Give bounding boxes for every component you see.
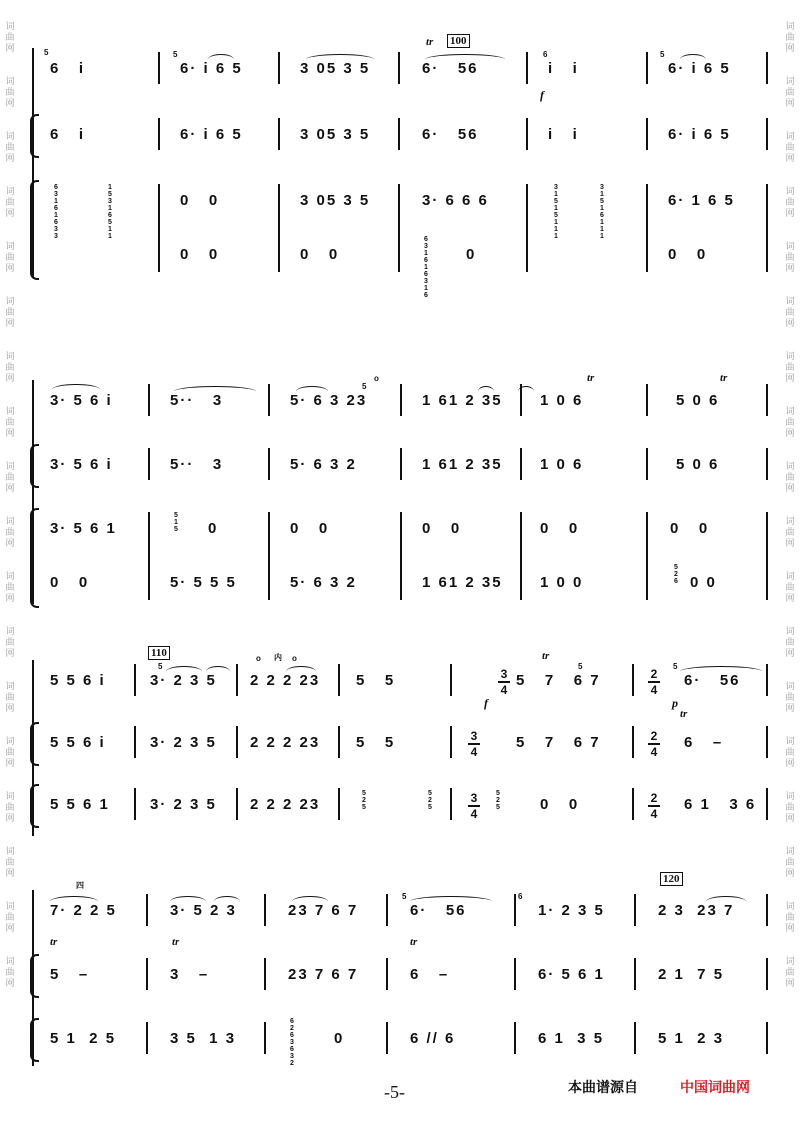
watermark-char: 网 bbox=[785, 429, 795, 439]
watermark-right bbox=[782, 0, 798, 1126]
measure: 5 0 6 bbox=[676, 391, 720, 409]
watermark-char: 词 bbox=[5, 737, 15, 747]
measure: 0 0 bbox=[290, 519, 330, 537]
measure: 0 bbox=[466, 245, 477, 263]
measure: 3· 2 3 5 bbox=[150, 733, 217, 751]
watermark-left bbox=[2, 0, 18, 1126]
grace-note: 5 bbox=[173, 50, 178, 59]
watermark-group bbox=[785, 792, 794, 825]
measure: 5 5 bbox=[356, 733, 396, 751]
measure: 6· 1 6 5 bbox=[668, 191, 735, 209]
watermark-group bbox=[5, 737, 14, 770]
score-system-1 bbox=[30, 35, 772, 299]
watermark-char: 词 bbox=[785, 462, 795, 472]
staff-row: 3· 5 6 1 0 0 5 1 5 0 5· 5 5 5 0 0 5· 6 3 2 0 0 1 61 2 35 0 0 1 0 0 0 0 5 2 6 0 0 bbox=[30, 508, 772, 604]
watermark-char: 曲 bbox=[785, 693, 795, 703]
measure: i i bbox=[548, 59, 579, 77]
measure: 5· 6 3 2 bbox=[290, 573, 357, 591]
measure: 23 7 6 7 bbox=[288, 965, 359, 983]
score-system-3 bbox=[30, 647, 772, 836]
grace-note: 6 bbox=[543, 50, 548, 59]
watermark-char: 曲 bbox=[785, 33, 795, 43]
watermark-char: 网 bbox=[5, 484, 15, 494]
watermark-char: 词 bbox=[5, 187, 15, 197]
watermark-char: 网 bbox=[5, 44, 15, 54]
watermark-char: 曲 bbox=[5, 198, 15, 208]
watermark-group bbox=[5, 297, 14, 330]
watermark-char: 词 bbox=[5, 627, 15, 637]
watermark-char: 曲 bbox=[5, 858, 15, 868]
measure: 6· 56 bbox=[410, 901, 467, 919]
watermark-char: 网 bbox=[5, 924, 15, 934]
watermark-group bbox=[5, 407, 14, 440]
measure: 5 5 bbox=[356, 671, 396, 689]
watermark-char: 曲 bbox=[5, 803, 15, 813]
watermark-char: 网 bbox=[5, 759, 15, 769]
measure: 6· 56 bbox=[422, 125, 479, 143]
watermark-char: 网 bbox=[785, 869, 795, 879]
measure: 6· 56 bbox=[684, 671, 741, 689]
grace-note: 5 bbox=[158, 662, 163, 671]
trill-mark: tr bbox=[587, 372, 595, 384]
staff-row: 5 5 6 1 3· 2 3 5 2 2 2 23 5 2 5 5 2 5 3 4 5 2 5 0 0 2 4 6 1 3 6 bbox=[30, 784, 772, 824]
open-string-mark: o bbox=[256, 654, 261, 663]
watermark-char: 网 bbox=[785, 44, 795, 54]
watermark-char: 词 bbox=[785, 792, 795, 802]
watermark-group bbox=[5, 242, 14, 275]
watermark-char: 曲 bbox=[785, 363, 795, 373]
dynamic-piano: p bbox=[672, 696, 678, 710]
watermark-char: 词 bbox=[785, 242, 795, 252]
page-number: -5- bbox=[384, 1082, 405, 1102]
watermark-group bbox=[5, 627, 14, 660]
staff-row: 5 1 2 5 3 5 1 3 6 2 6 3 6 3 2 0 6 // 6 6 1 3 5 5 1 2 3 bbox=[30, 1018, 772, 1058]
watermark-char: 曲 bbox=[785, 968, 795, 978]
score-system-4 bbox=[30, 873, 772, 1067]
watermark-char: 网 bbox=[785, 209, 795, 219]
watermark-char: 网 bbox=[785, 594, 795, 604]
measure: 5 1 2 3 bbox=[658, 1029, 725, 1047]
dynamic-forte: f bbox=[540, 88, 544, 102]
measure: 5· 6 3 2 bbox=[290, 455, 357, 473]
watermark-group bbox=[5, 187, 14, 220]
watermark-char: 词 bbox=[785, 737, 795, 747]
watermark-char: 曲 bbox=[5, 253, 15, 263]
measure: 6 1 3 6 bbox=[684, 795, 757, 813]
measure: 6· 56 bbox=[422, 59, 479, 77]
staff-row bbox=[30, 380, 772, 420]
watermark-char: 词 bbox=[5, 462, 15, 472]
measure: 5 5 6 1 bbox=[50, 795, 110, 813]
watermark-group bbox=[785, 627, 794, 660]
watermark-char: 词 bbox=[5, 902, 15, 912]
measure: 1 61 2 35 bbox=[422, 573, 503, 591]
measure: 0 bbox=[334, 1029, 345, 1047]
watermark-char: 曲 bbox=[5, 143, 15, 153]
measure: 5· 6 3 23 bbox=[290, 391, 368, 409]
watermark-char: 词 bbox=[5, 407, 15, 417]
rehearsal-mark: 120 bbox=[660, 872, 683, 886]
watermark-char: 网 bbox=[785, 979, 795, 989]
measure: 6· i 6 5 bbox=[180, 125, 243, 143]
watermark-char: 网 bbox=[5, 649, 15, 659]
measure: 0 0 bbox=[670, 519, 710, 537]
watermark-char: 曲 bbox=[785, 858, 795, 868]
watermark-group bbox=[5, 902, 14, 935]
watermark-char: 网 bbox=[785, 264, 795, 274]
measure: 1 61 2 35 bbox=[422, 391, 503, 409]
watermark-char: 曲 bbox=[785, 803, 795, 813]
measure: 5 5 6 i bbox=[50, 671, 106, 689]
measure: 0 0 bbox=[422, 519, 462, 537]
trill-mark: tr bbox=[426, 36, 434, 48]
time-signature: 2 4 bbox=[648, 792, 660, 820]
measure: 5·· 3 bbox=[170, 455, 224, 473]
watermark-char: 网 bbox=[5, 869, 15, 879]
measure: 5 – bbox=[50, 965, 90, 983]
watermark-group bbox=[785, 682, 794, 715]
measure: 2 2 2 23 bbox=[250, 733, 321, 751]
measure: 5 7 6 7 bbox=[516, 733, 601, 751]
staff-row: 6 3 1 6 1 6 3 3 1 5 3 1 6 5 1 1 0 0 0 0 3 05 3 5 0 0 3· 6 6 6 6 3 1 6 1 6 3 1 6 0 3 1 5 1 5 1 1 1 3 1 5 1 6 1 1 1 6· 1 6 5 0 0 bbox=[30, 180, 772, 276]
watermark-char: 词 bbox=[5, 682, 15, 692]
measure: 6· 5 6 1 bbox=[538, 965, 605, 983]
watermark-char: 曲 bbox=[785, 583, 795, 593]
staff-row bbox=[30, 114, 772, 154]
watermark-group bbox=[785, 352, 794, 385]
measure: 1 0 0 bbox=[540, 573, 584, 591]
watermark-group bbox=[785, 132, 794, 165]
watermark-char: 词 bbox=[785, 297, 795, 307]
watermark-char: 网 bbox=[785, 319, 795, 329]
watermark-char: 词 bbox=[785, 572, 795, 582]
watermark-char: 网 bbox=[5, 979, 15, 989]
watermark-char: 词 bbox=[5, 77, 15, 87]
measure: 1 0 6 bbox=[540, 391, 584, 409]
watermark-char: 词 bbox=[785, 187, 795, 197]
watermark-char: 网 bbox=[785, 539, 795, 549]
watermark-char: 曲 bbox=[5, 528, 15, 538]
watermark-char: 网 bbox=[5, 264, 15, 274]
watermark-char: 曲 bbox=[785, 143, 795, 153]
score-system-2 bbox=[30, 372, 772, 604]
watermark-group bbox=[5, 792, 14, 825]
measure: 0 0 bbox=[540, 519, 580, 537]
measure: 0 0 bbox=[668, 245, 708, 263]
measure: 2 1 7 5 bbox=[658, 965, 725, 983]
measure: 6 i bbox=[50, 125, 86, 143]
watermark-char: 词 bbox=[785, 957, 795, 967]
measure: 6 i bbox=[50, 59, 86, 77]
staff-row bbox=[30, 722, 772, 762]
measure: 1 0 6 bbox=[540, 455, 584, 473]
watermark-char: 网 bbox=[785, 924, 795, 934]
watermark-char: 曲 bbox=[785, 198, 795, 208]
measure: 2 2 2 23 bbox=[250, 795, 321, 813]
trill-mark: tr bbox=[542, 650, 550, 662]
measure: 1· 2 3 5 bbox=[538, 901, 605, 919]
watermark-char: 词 bbox=[785, 682, 795, 692]
watermark-char: 词 bbox=[5, 297, 15, 307]
watermark-char: 词 bbox=[785, 407, 795, 417]
watermark-char: 词 bbox=[785, 627, 795, 637]
watermark-group bbox=[785, 187, 794, 220]
watermark-char: 网 bbox=[5, 539, 15, 549]
measure: 0 0 bbox=[50, 573, 90, 591]
watermark-char: 曲 bbox=[5, 33, 15, 43]
watermark-group bbox=[5, 352, 14, 385]
measure: 5· 5 5 5 bbox=[170, 573, 237, 591]
watermark-char: 网 bbox=[5, 594, 15, 604]
trill-mark: tr bbox=[680, 708, 688, 720]
measure: 3· 5 6 i bbox=[50, 455, 113, 473]
grace-note: 5 bbox=[44, 48, 49, 57]
watermark-group bbox=[785, 737, 794, 770]
watermark-char: 网 bbox=[785, 704, 795, 714]
watermark-group bbox=[5, 77, 14, 110]
watermark-group bbox=[785, 957, 794, 990]
watermark-char: 曲 bbox=[5, 638, 15, 648]
watermark-char: 网 bbox=[5, 154, 15, 164]
watermark-char: 词 bbox=[5, 242, 15, 252]
watermark-char: 词 bbox=[5, 572, 15, 582]
watermark-char: 曲 bbox=[5, 363, 15, 373]
measure: i i bbox=[548, 125, 579, 143]
watermark-char: 词 bbox=[5, 792, 15, 802]
measure: 5 5 6 i bbox=[50, 733, 106, 751]
watermark-char: 网 bbox=[785, 374, 795, 384]
measure: 3 05 3 5 bbox=[300, 191, 371, 209]
time-signature: 3 4 bbox=[498, 668, 510, 696]
watermark-group bbox=[785, 407, 794, 440]
measure: 2 2 2 23 bbox=[250, 671, 321, 689]
measure: 3· 5 6 i bbox=[50, 391, 113, 409]
staff-row bbox=[30, 660, 772, 700]
watermark-char: 曲 bbox=[5, 968, 15, 978]
watermark-char: 曲 bbox=[785, 473, 795, 483]
watermark-char: 词 bbox=[785, 902, 795, 912]
measure: 6 – bbox=[684, 733, 724, 751]
source-site-link[interactable]: 中国词曲网 bbox=[680, 1080, 750, 1096]
watermark-char: 网 bbox=[785, 484, 795, 494]
watermark-char: 曲 bbox=[785, 638, 795, 648]
watermark-group bbox=[785, 572, 794, 605]
measure: 2 3 23 7 bbox=[658, 901, 735, 919]
trill-mark: tr bbox=[720, 372, 728, 384]
grace-note: 5 bbox=[578, 662, 583, 671]
watermark-char: 曲 bbox=[785, 253, 795, 263]
watermark-char: 曲 bbox=[5, 88, 15, 98]
watermark-group bbox=[5, 847, 14, 880]
watermark-group bbox=[5, 22, 14, 55]
watermark-char: 曲 bbox=[5, 418, 15, 428]
watermark-char: 网 bbox=[5, 814, 15, 824]
measure: 3 05 3 5 bbox=[300, 125, 371, 143]
watermark-char: 网 bbox=[785, 649, 795, 659]
watermark-char: 曲 bbox=[785, 88, 795, 98]
rehearsal-mark: 110 bbox=[148, 646, 170, 660]
time-signature: 2 4 bbox=[648, 668, 660, 696]
watermark-char: 曲 bbox=[5, 473, 15, 483]
watermark-group bbox=[785, 77, 794, 110]
measure: 5·· 3 bbox=[170, 391, 224, 409]
watermark-char: 词 bbox=[5, 352, 15, 362]
watermark-char: 曲 bbox=[5, 308, 15, 318]
time-signature: 3 4 bbox=[468, 792, 480, 820]
watermark-char: 词 bbox=[785, 352, 795, 362]
watermark-char: 网 bbox=[785, 99, 795, 109]
watermark-char: 网 bbox=[5, 374, 15, 384]
watermark-char: 曲 bbox=[785, 308, 795, 318]
watermark-char: 词 bbox=[5, 847, 15, 857]
open-string-mark: o bbox=[374, 374, 379, 383]
watermark-char: 词 bbox=[785, 22, 795, 32]
staff-row bbox=[30, 890, 772, 930]
measure: 3· 5 2 3 bbox=[170, 901, 237, 919]
measure: 23 7 6 7 bbox=[288, 901, 359, 919]
watermark-char: 网 bbox=[5, 209, 15, 219]
measure: 0 0 bbox=[180, 191, 220, 209]
measure: 6 // 6 bbox=[410, 1029, 456, 1047]
grace-note: 5 bbox=[660, 50, 665, 59]
measure: 3· 5 6 1 bbox=[50, 519, 117, 537]
trill-mark: tr bbox=[410, 936, 418, 948]
watermark-char: 词 bbox=[785, 77, 795, 87]
grace-note: 5 bbox=[362, 382, 367, 391]
watermark-group bbox=[785, 462, 794, 495]
watermark-group bbox=[785, 297, 794, 330]
measure: 6 – bbox=[410, 965, 450, 983]
measure: 6· i 6 5 bbox=[180, 59, 243, 77]
grace-note: 5 bbox=[673, 662, 678, 671]
open-string-mark: o bbox=[292, 654, 297, 663]
measure: 3 5 1 3 bbox=[170, 1029, 237, 1047]
watermark-char: 曲 bbox=[785, 528, 795, 538]
watermark-char: 词 bbox=[785, 132, 795, 142]
time-signature: 2 4 bbox=[648, 730, 660, 758]
measure: 3· 6 6 6 bbox=[422, 191, 489, 209]
watermark-group bbox=[785, 517, 794, 550]
staff-row bbox=[30, 48, 772, 88]
watermark-char: 网 bbox=[5, 319, 15, 329]
watermark-char: 网 bbox=[785, 814, 795, 824]
watermark-group bbox=[5, 462, 14, 495]
measure: 1 61 2 35 bbox=[422, 455, 503, 473]
watermark-char: 曲 bbox=[5, 693, 15, 703]
measure: 0 bbox=[208, 519, 219, 537]
watermark-char: 曲 bbox=[5, 913, 15, 923]
measure: 0 0 bbox=[540, 795, 580, 813]
measure: 0 0 bbox=[690, 573, 717, 591]
measure: 5 7 6 7 bbox=[516, 671, 601, 689]
staff-row bbox=[30, 444, 772, 484]
watermark-char: 曲 bbox=[785, 418, 795, 428]
measure: 7· 2 2 5 bbox=[50, 901, 117, 919]
staff-row bbox=[30, 954, 772, 994]
ornament-mark: 四 bbox=[76, 881, 84, 890]
measure: 5 0 6 bbox=[676, 455, 720, 473]
time-signature: 3 4 bbox=[468, 730, 480, 758]
measure: 3 – bbox=[170, 965, 210, 983]
watermark-group bbox=[785, 847, 794, 880]
measure: 6· i 6 5 bbox=[668, 125, 731, 143]
watermark-group bbox=[5, 682, 14, 715]
watermark-char: 词 bbox=[5, 957, 15, 967]
watermark-group bbox=[5, 572, 14, 605]
grace-note: 5 bbox=[402, 892, 407, 901]
watermark-char: 曲 bbox=[785, 748, 795, 758]
watermark-char: 词 bbox=[5, 132, 15, 142]
watermark-group bbox=[785, 22, 794, 55]
watermark-group bbox=[785, 902, 794, 935]
measure: 6 1 3 5 bbox=[538, 1029, 605, 1047]
watermark-char: 网 bbox=[5, 99, 15, 109]
measure: 3 05 3 5 bbox=[300, 59, 371, 77]
rehearsal-mark: 100 bbox=[447, 34, 470, 48]
measure: 5 1 2 5 bbox=[50, 1029, 117, 1047]
watermark-char: 词 bbox=[5, 22, 15, 32]
watermark-char: 词 bbox=[785, 517, 795, 527]
inner-string-mark: 内 bbox=[274, 653, 282, 662]
watermark-group bbox=[785, 242, 794, 275]
measure: 6· i 6 5 bbox=[668, 59, 731, 77]
measure: 3· 2 3 5 bbox=[150, 795, 217, 813]
watermark-char: 网 bbox=[5, 429, 15, 439]
watermark-group bbox=[5, 517, 14, 550]
measure: 0 0 bbox=[300, 245, 340, 263]
watermark-char: 网 bbox=[785, 154, 795, 164]
watermark-char: 曲 bbox=[5, 748, 15, 758]
watermark-char: 曲 bbox=[785, 913, 795, 923]
trill-mark: tr bbox=[172, 936, 180, 948]
trill-mark: tr bbox=[50, 936, 58, 948]
watermark-char: 网 bbox=[5, 704, 15, 714]
watermark-char: 网 bbox=[785, 759, 795, 769]
watermark-char: 曲 bbox=[5, 583, 15, 593]
measure: 0 0 bbox=[180, 245, 220, 263]
measure: 3· 2 3 5 bbox=[150, 671, 217, 689]
dynamic-forte: f bbox=[484, 696, 488, 710]
watermark-group bbox=[5, 132, 14, 165]
watermark-char: 词 bbox=[785, 847, 795, 857]
source-label: 本曲谱源自 bbox=[568, 1080, 638, 1096]
watermark-char: 词 bbox=[5, 517, 15, 527]
grace-note: 6 bbox=[518, 892, 523, 901]
watermark-group bbox=[5, 957, 14, 990]
